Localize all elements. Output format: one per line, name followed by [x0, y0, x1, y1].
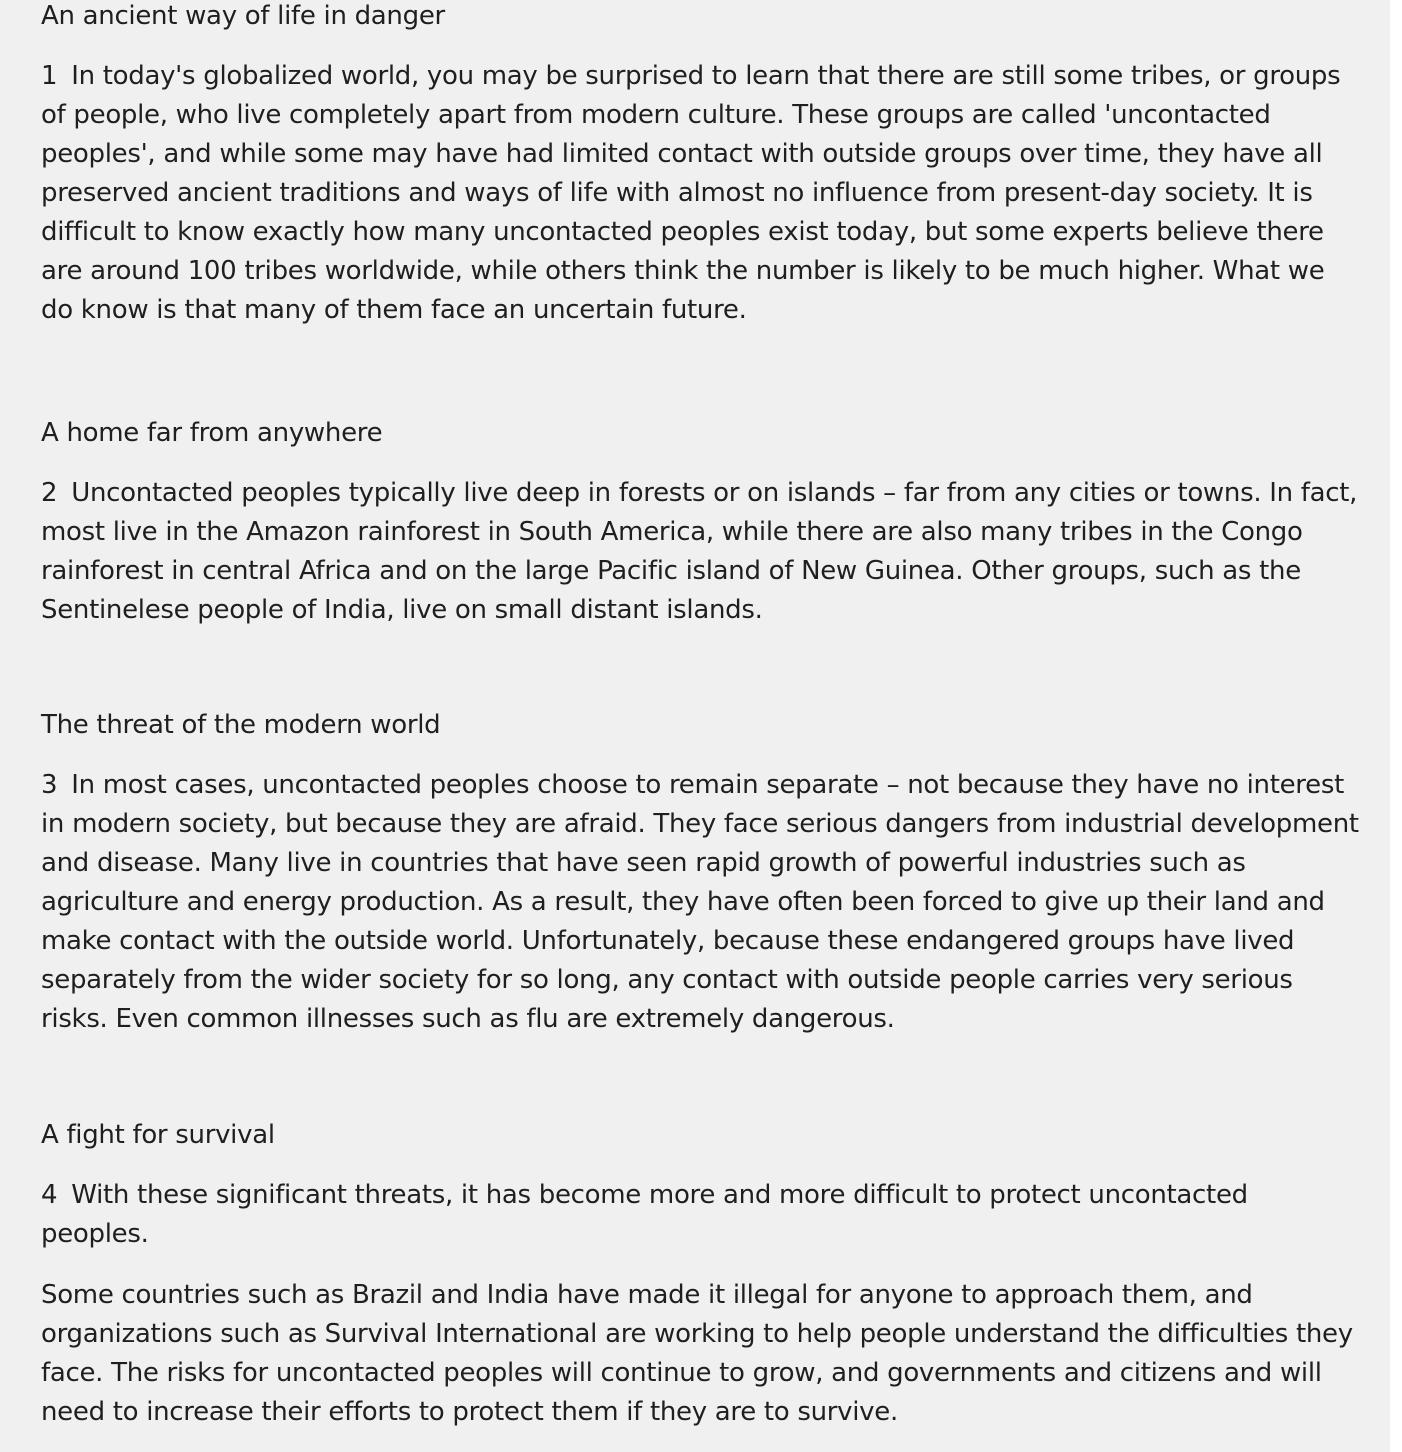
paragraph-number: 1: [41, 61, 58, 91]
page-right-edge: [1390, 0, 1402, 1452]
paragraph: [41, 474, 1361, 630]
section-heading: A fight for survival: [41, 1120, 275, 1150]
paragraph-number: 3: [41, 770, 58, 800]
section-heading: A home far from anywhere: [41, 418, 383, 448]
paragraph-text: In most cases, uncontacted peoples choose to remain separate – not because they have no interest in modern society, but because they are afraid. They face serious dangers from industrial development and disease. Many live in countries that have seen rapid growth of powerful industries such as agriculture and energy production. As a result, they have often been forced to give up their land and make contact with the outside world. Unfortunately, because these endangered groups have lived separately from the wider society for so long, any contact with outside people carries very serious risks. Even common illnesses such as flu are extremely dangerous.: [41, 770, 1359, 1034]
paragraph-number: 2: [41, 478, 58, 508]
section-heading: The threat of the modern world: [41, 710, 441, 740]
section-heading: An ancient way of life in danger: [41, 1, 445, 31]
paragraph-text: In today's globalized world, you may be surprised to learn that there are still some tribes, or groups of people, who live completely apart from modern culture. These groups are called 'uncontacted peoples', and while some may have had limited contact with outside groups over time, they have all preserved ancient traditions and ways of life with almost no influence from present-day society. It is difficult to know exactly how many uncontacted peoples exist today, but some experts believe there are around 100 tribes worldwide, while others think the number is likely to be much higher. What we do know is that many of them face an uncertain future.: [41, 61, 1341, 325]
paragraph: [41, 57, 1361, 330]
paragraph-continued: Some countries such as Brazil and India have made it illegal for anyone to approach them, and organizations such as Survival International are working to help people understand the difficulties they face. The risks for uncontacted peoples will continue to grow, and governments and citizens and will need to increase their efforts to protect them if they are to survive.: [41, 1280, 1353, 1427]
paragraph: [41, 766, 1361, 1039]
paragraph-number: 4: [41, 1180, 58, 1210]
paragraph: [41, 1176, 1361, 1254]
paragraph-text: Uncontacted peoples typically live deep in forests or on islands – far from any cities or towns. In fact, most live in the Amazon rainforest in South America, while there are also many tribes in the Congo rainforest in central Africa and on the large Pacific island of New Guinea. Other groups, such as the Sentinelese people of India, live on small distant islands.: [41, 478, 1358, 625]
paragraph-text: With these significant threats, it has become more and more difficult to protect uncontacted peoples.: [41, 1180, 1248, 1249]
